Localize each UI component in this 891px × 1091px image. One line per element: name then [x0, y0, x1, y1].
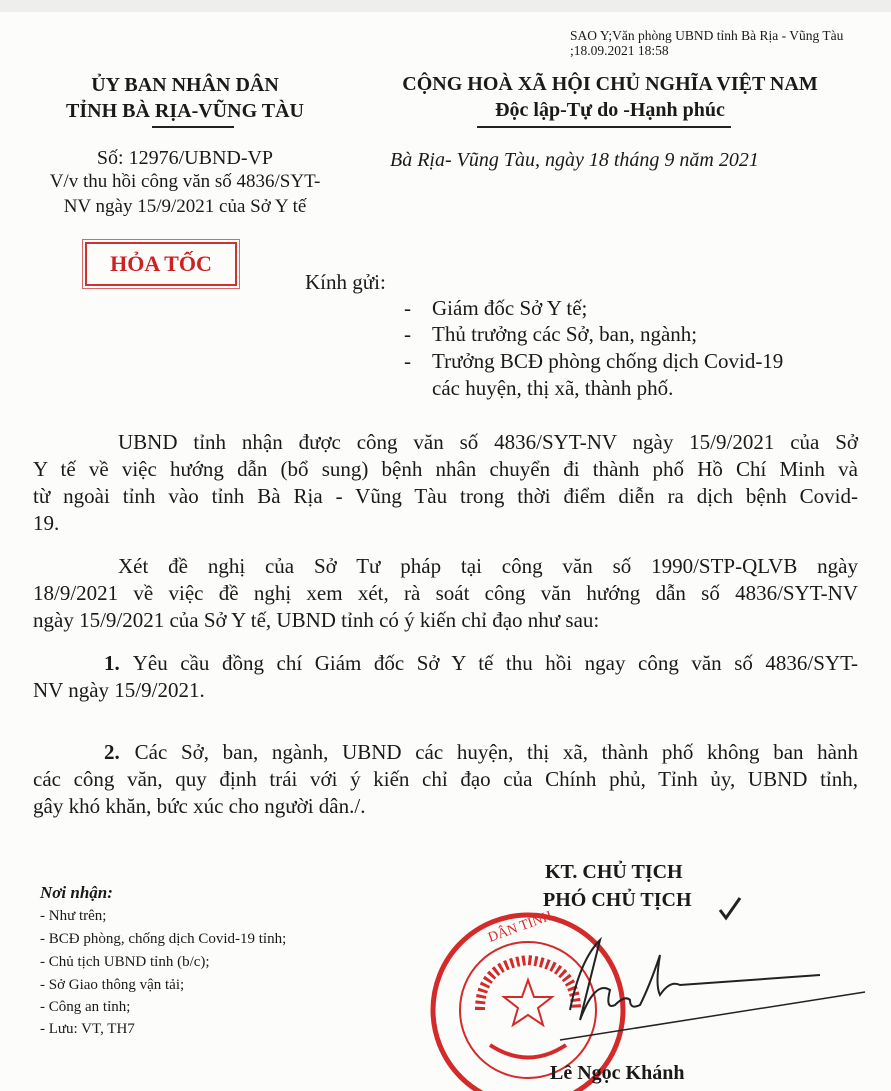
check-mark-icon — [720, 898, 740, 918]
dash: - — [404, 349, 411, 373]
item-2-line: Các Sở, ban, ngành, UBND các huyện, thị xã, thành phố không ban hành — [121, 740, 858, 764]
document-date: Bà Rịa- Vũng Tàu, ngày 18 tháng 9 năm 2021 — [390, 149, 759, 171]
copy-note-line1: SAO Y;Văn phòng UBND tỉnh Bà Rịa - Vũng Tàu — [570, 28, 844, 43]
svg-text:DÂN TỈNH: DÂN TỈNH — [486, 908, 555, 946]
distribution-item: - Công an tỉnh; — [40, 999, 131, 1015]
subject-line2: NV ngày 15/9/2021 của Sở Y tế — [63, 196, 307, 217]
seal-and-signature — [420, 880, 870, 1091]
paragraph-1-line: 19. — [33, 511, 60, 535]
document-number: Số: 12976/UBND-VP — [96, 147, 274, 169]
item-2-line: gây khó khăn, bức xúc cho người dân./. — [33, 794, 366, 818]
copy-note-line2: ;18.09.2021 18:58 — [570, 43, 669, 58]
item-1-line: Yêu cầu đồng chí Giám đốc Sở Y tế thu hồi ngay công văn số 4836/SYT- — [121, 651, 858, 675]
issuer-line1: ỦY BAN NHÂN DÂN — [91, 74, 279, 96]
paragraph-1-line: UBND tỉnh nhận được công văn số 4836/SYT-NV ngày 15/9/2021 của Sở — [118, 430, 858, 454]
recipients-label: Kính gửi: — [305, 270, 386, 294]
paragraph-2-line: ngày 15/9/2021 của Sở Y tế, UBND tỉnh có ý kiến chỉ đạo như sau: — [33, 608, 600, 632]
issuer-line2: TỈNH BÀ RỊA-VŨNG TÀU — [66, 100, 304, 122]
urgent-stamp: HỎA TỐC — [85, 242, 237, 286]
dash: - — [404, 322, 411, 346]
recipient-item: Thủ trưởng các Sở, ban, ngành; — [432, 322, 698, 346]
dash: - — [404, 296, 411, 320]
item-2-line: các công văn, quy định trái với ý kiến chỉ đạo của Chính phủ, Tỉnh ủy, UBND tỉnh, — [33, 767, 858, 791]
item-1-line: NV ngày 15/9/2021. — [33, 678, 205, 702]
paragraph-1-line: từ ngoài tỉnh vào tỉnh Bà Rịa - Vũng Tàu trong thời điểm diễn ra dịch bệnh Covid- — [33, 484, 858, 508]
signature-title-1: KT. CHỦ TỊCH — [545, 861, 683, 883]
signer-name: Lê Ngọc Khánh — [550, 1062, 685, 1084]
subject-line1: V/v thu hồi công văn số 4836/SYT- — [49, 171, 321, 192]
distribution-item: - Sở Giao thông vận tải; — [40, 977, 185, 993]
issuer-underline — [152, 126, 234, 128]
recipient-item: Trưởng BCĐ phòng chống dịch Covid-19 — [432, 349, 784, 373]
item-2-number: 2. — [104, 740, 120, 764]
signature-title-2: PHÓ CHỦ TỊCH — [543, 889, 692, 911]
item-1-number: 1. — [104, 651, 120, 675]
paragraph-2-line: Xét đề nghị của Sở Tư pháp tại công văn số 1990/STP-QLVB ngày — [118, 554, 858, 578]
national-underline — [477, 126, 731, 128]
distribution-item: - Lưu: VT, TH7 — [40, 1021, 135, 1037]
distribution-item: - Chủ tịch UBND tỉnh (b/c); — [40, 954, 210, 970]
national-line1: CỘNG HOÀ XÃ HỘI CHỦ NGHĨA VIỆT NAM — [402, 73, 818, 95]
paragraph-1-line: Y tế về việc hướng dẫn (bổ sung) bệnh nhân chuyển đi thành phố Hồ Chí Minh và — [33, 457, 858, 481]
paragraph-2-line: 18/9/2021 về việc đề nghị xem xét, rà soát công văn hướng dẫn số 4836/SYT-NV — [33, 581, 858, 605]
distribution-item: - Như trên; — [40, 908, 107, 924]
distribution-item: - BCĐ phòng, chống dịch Covid-19 tỉnh; — [40, 931, 287, 947]
recipient-item: các huyện, thị xã, thành phố. — [432, 376, 674, 400]
recipient-item: Giám đốc Sở Y tế; — [432, 296, 588, 320]
top-bar — [0, 0, 891, 12]
distribution-label: Nơi nhận: — [40, 883, 113, 902]
national-motto: Độc lập-Tự do -Hạnh phúc — [495, 99, 725, 121]
